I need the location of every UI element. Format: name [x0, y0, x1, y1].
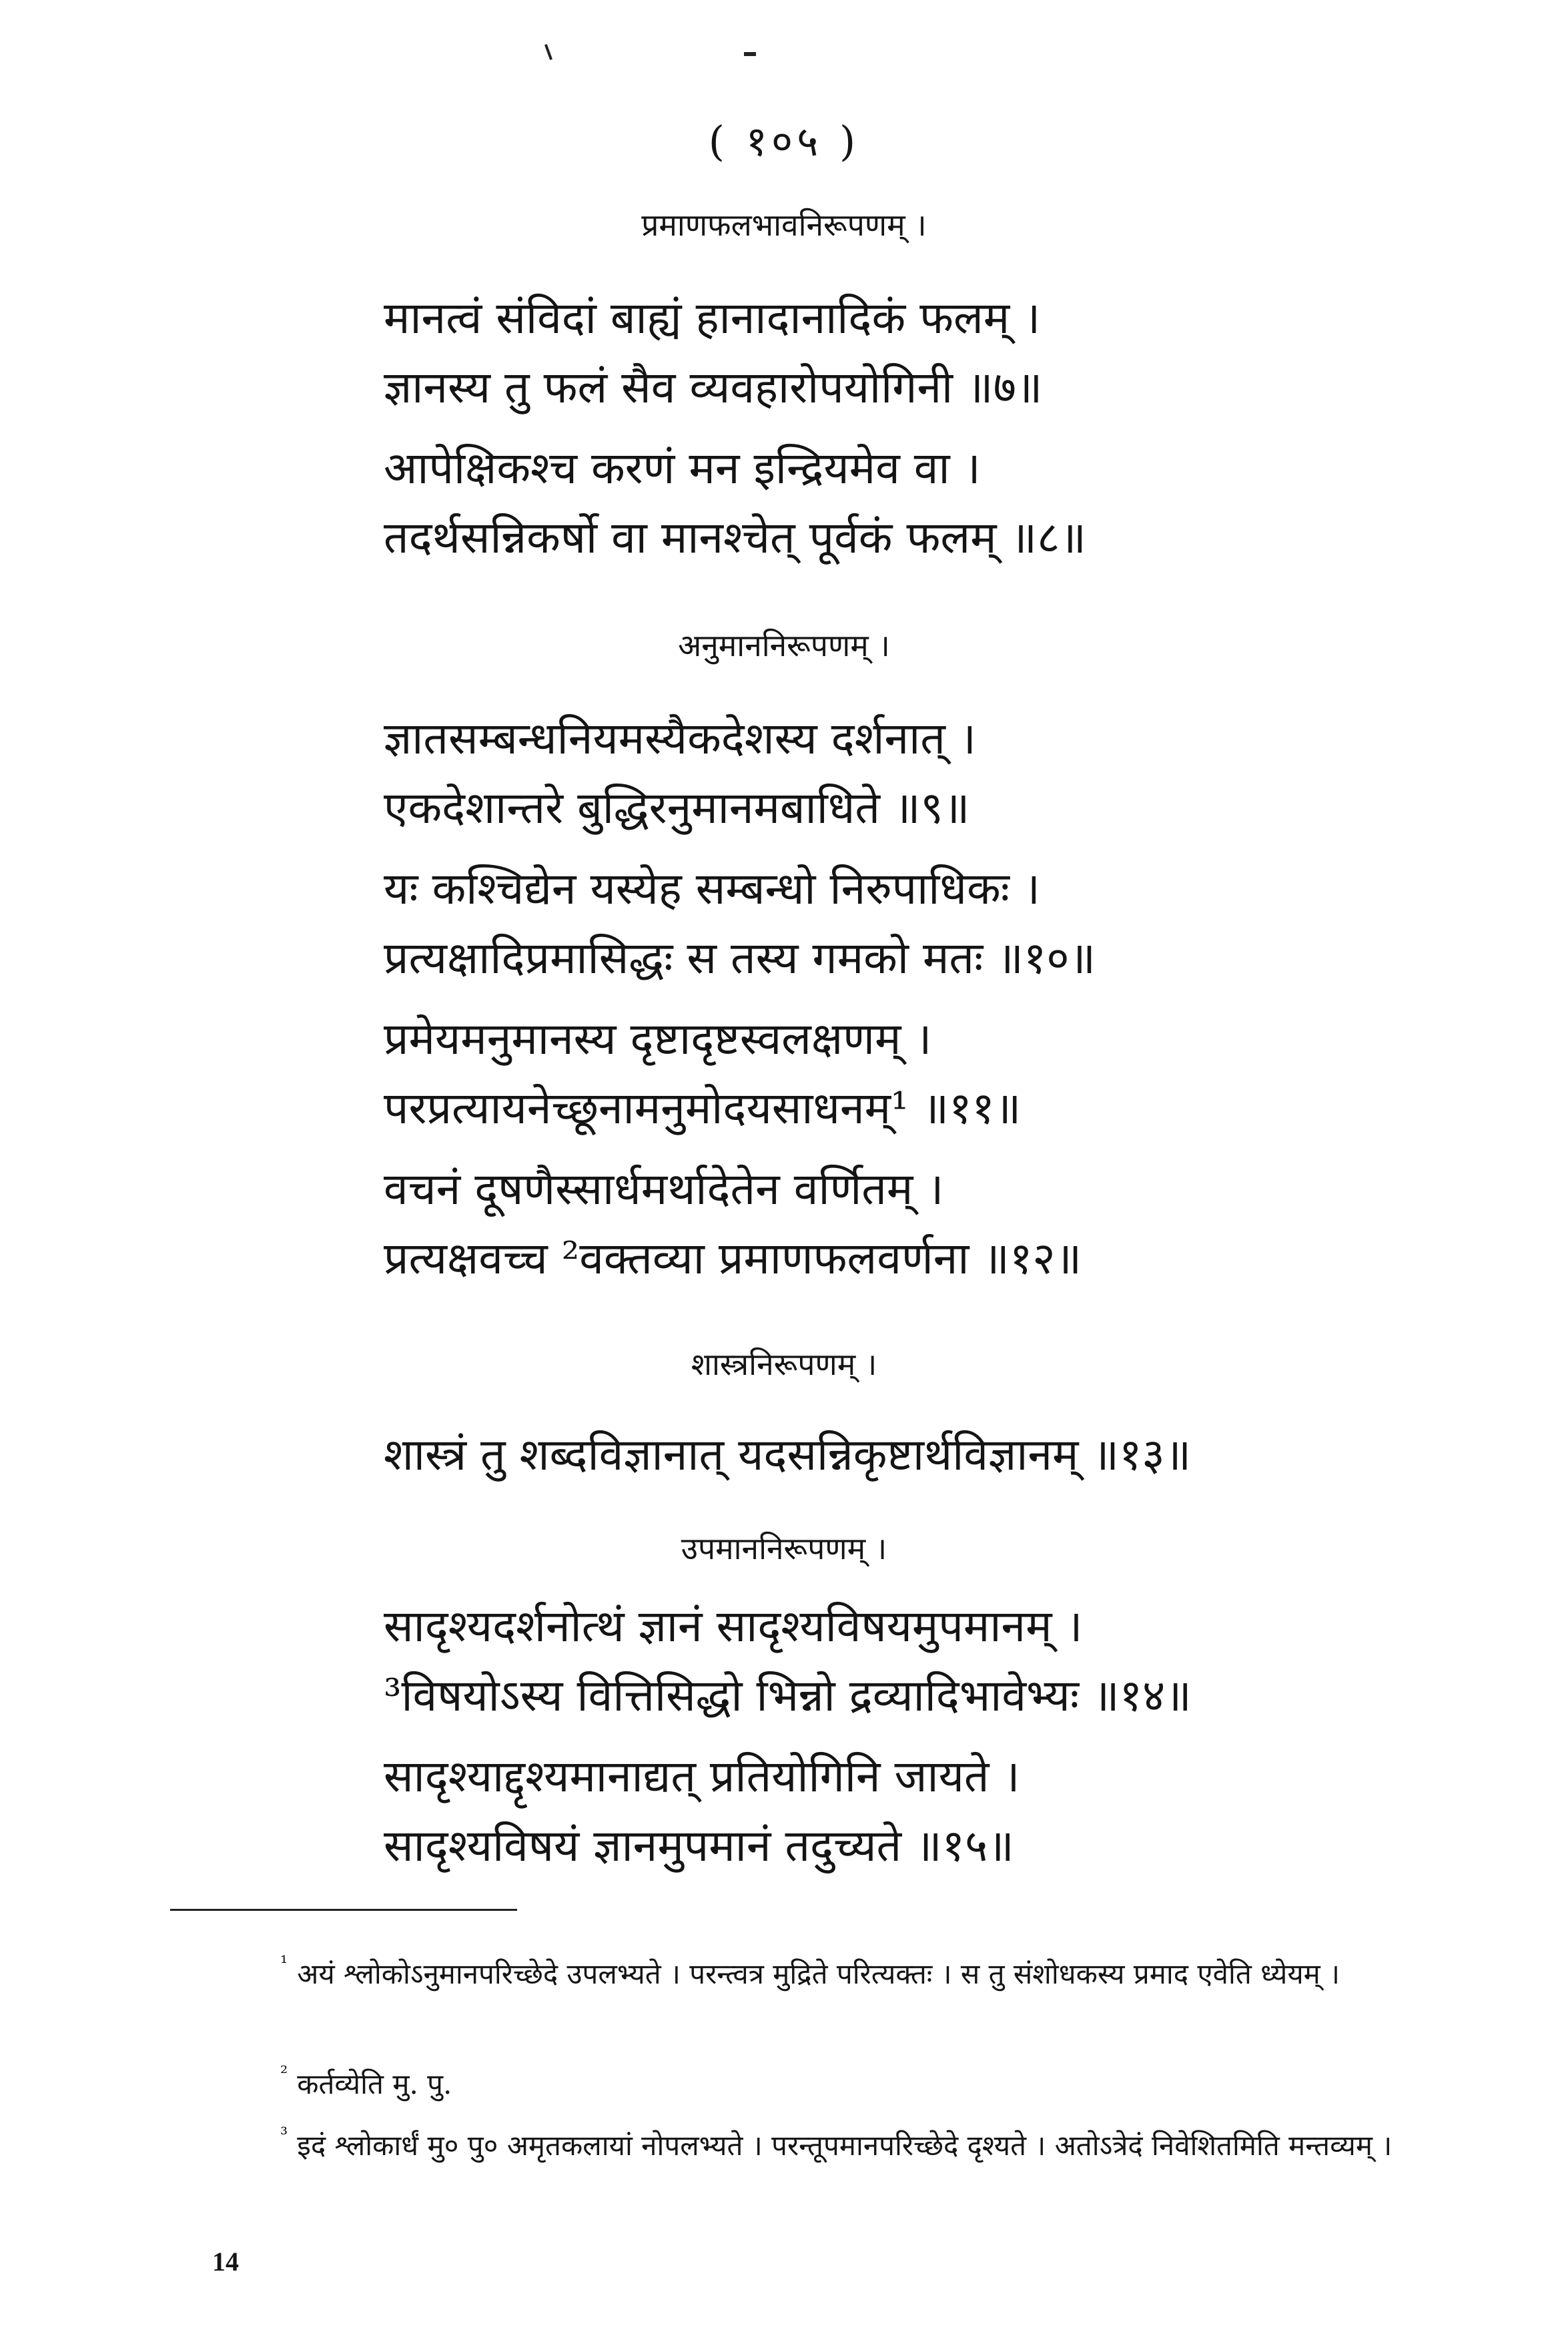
- verse-line: सादृश्याद्दृश्यमानाद्यत् प्रतियोगिनि जायते ।: [384, 1751, 1020, 1802]
- verse: [384, 854, 1318, 993]
- page-number: ( १०५ ): [708, 117, 860, 166]
- verse-line: वचनं दूषणैस्सार्धमर्थादेतेन वर्णितम् ।: [384, 1163, 944, 1215]
- footnote-marker: ¹: [280, 1952, 288, 1974]
- verse-line: प्रमेयमनुमानस्य दृष्टादृष्टस्वलक्षणम् ।: [384, 1013, 932, 1065]
- footnote-marker: ²: [280, 2062, 288, 2084]
- verse: [384, 704, 1318, 843]
- verse-line: प्रत्यक्षवच्च ²वक्तव्या प्रमाणफलवर्णना ॥१२॥: [384, 1233, 1082, 1284]
- footnote-text: अयं श्लोकोऽनुमानपरिच्छेदे उपलभ्यते । परन्त्वत्र मुद्रिते परित्यक्तः । स तु संशोधकस्य प्रमाद एवेति ध्येयम् ।: [297, 1958, 1340, 1990]
- verse-line: यः कश्चिद्येन यस्येह सम्बन्धो निरुपाधिकः ।: [384, 863, 1040, 914]
- verse-line: प्रत्यक्षादिप्रमासिद्धः स तस्य गमको मतः ॥१०॥: [384, 932, 1096, 984]
- footnote: [170, 2049, 1398, 2108]
- verse-line: ³विषयोऽस्य वित्तिसिद्धो भिन्नो द्रव्यादिभावेभ्यः ॥१४॥: [384, 1670, 1192, 1721]
- footnote-marker: ³: [280, 2123, 288, 2145]
- verse: [384, 1004, 1318, 1143]
- section-heading: अनुमाननिरूपणम् ।: [678, 627, 890, 663]
- verse: [384, 1592, 1318, 1731]
- verse-line: आपेक्षिकश्च करणं मन इन्द्रियमेव वा ।: [384, 443, 981, 494]
- verse-line: ज्ञानस्य तु फलं सैव व्यवहारोपयोगिनी ॥७॥: [384, 362, 1043, 413]
- footnote: [170, 1939, 1398, 1998]
- verse-line: तदर्थसन्निकर्षो वा मानश्चेत् पूर्वकं फलम् ॥८॥: [384, 512, 1086, 563]
- footnote: [170, 2110, 1398, 2170]
- section-heading: शास्त्रनिरूपणम् ।: [691, 1346, 877, 1382]
- verse-line: एकदेशान्तरे बुद्धिरनुमानमबाधिते ॥९॥: [384, 782, 970, 834]
- verse-line: शास्त्रं तु शब्दविज्ञानात् यदसन्निकृष्टार्थविज्ञानम् ॥१३॥: [384, 1429, 1192, 1480]
- verse: [384, 1155, 1318, 1293]
- verse: [384, 434, 1318, 573]
- footnote-text: इदं श्लोकार्धं मु० पु० अमृतकलायां नोपलभ्यते । परन्तूपमानपरिच्छेदे दृश्यते । अतोऽत्रेदं निवेशितमिति मन्तव्यम् ।: [297, 2129, 1393, 2162]
- section-heading: उपमाननिरूपणम् ।: [681, 1530, 887, 1566]
- scan-mark: [744, 52, 756, 56]
- verse-line: सादृश्यदर्शनोत्थं ज्ञानं सादृश्यविषयमुपमानम् ।: [384, 1600, 1083, 1652]
- verse: [384, 1420, 1318, 1490]
- signature-mark: 14: [212, 2247, 239, 2277]
- verse-line: सादृश्यविषयं ज्ञानमुपमानं तदुच्यते ॥१५॥: [384, 1820, 1014, 1871]
- verse: [384, 1742, 1318, 1881]
- section-heading: प्रमाणफलभावनिरूपणम् ।: [641, 207, 927, 243]
- verse-line: मानत्वं संविदां बाह्यं हानादानादिकं फलम् ।: [384, 292, 1041, 344]
- verse-line: ज्ञातसम्बन्धनियमस्यैकदेशस्य दर्शनात् ।: [384, 713, 976, 764]
- verse: [384, 284, 1318, 422]
- footnote-text: कर्तव्येति मु. पु.: [297, 2068, 452, 2100]
- footnote-rule: [170, 1909, 517, 1911]
- verse-line: परप्रत्यायनेच्छूनामनुमोदयसाधनम्¹ ॥११॥: [384, 1083, 1022, 1134]
- scan-mark: [544, 44, 552, 60]
